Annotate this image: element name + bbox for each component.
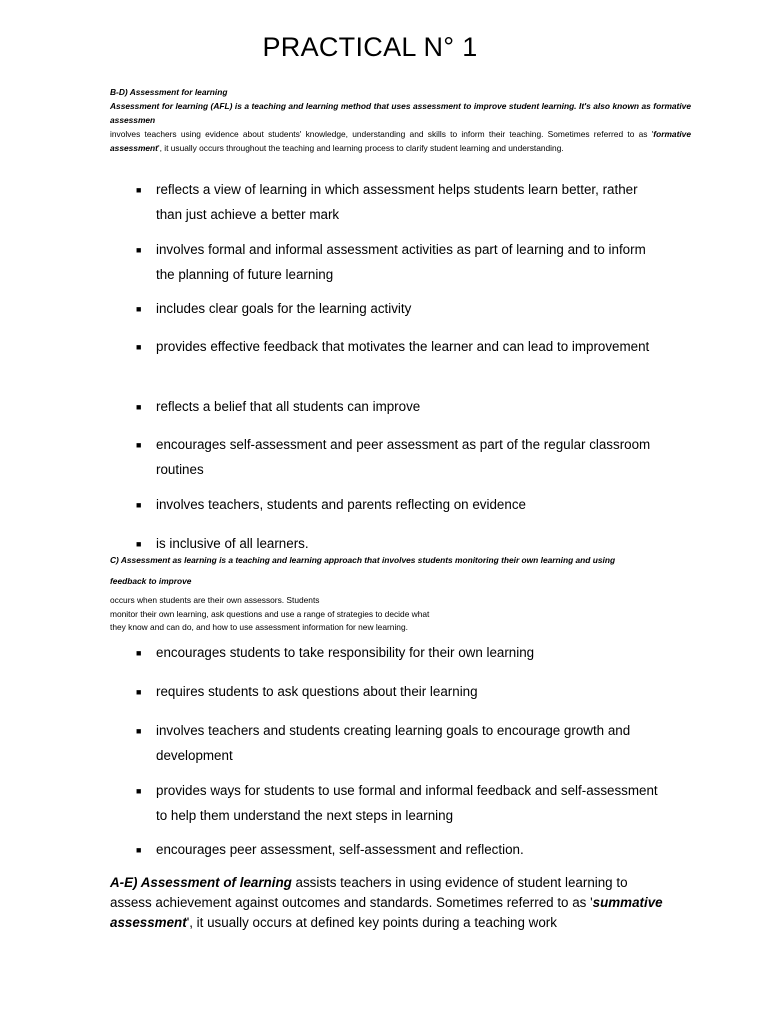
- list-item: ■ involves teachers and students creating learning goals to encourage growth and development: [136, 719, 666, 768]
- list-item: ■ provides effective feedback that motivates the learner and can lead to improvement: [136, 335, 666, 360]
- list-item: ■ includes clear goals for the learning activity: [136, 297, 666, 322]
- section-c-body: [110, 594, 691, 635]
- section-c-heading-line1: C) Assessment as learning is a teaching and learning approach that involves students monitoring their own learning and using: [110, 555, 616, 565]
- list-item: ■ reflects a view of learning in which assessment helps students learn better, rather than just achieve a better mark: [136, 178, 666, 227]
- section-b-heading: B-D) Assessment for learning: [110, 87, 228, 97]
- section-a-heading: A-E) Assessment of learning: [110, 875, 292, 890]
- bullet-icon: ■: [136, 687, 142, 697]
- section-c-heading: [110, 550, 691, 592]
- bullet-icon: ■: [136, 402, 142, 412]
- page-title: PRACTICAL N° 1: [262, 32, 478, 62]
- bullet-icon: ■: [136, 786, 142, 796]
- bullet-icon: ■: [136, 845, 142, 855]
- bullet-icon: ■: [136, 245, 142, 255]
- section-a-text-part2: ', it usually occurs at defined key points during a teaching work: [186, 915, 557, 930]
- bullet-icon: ■: [136, 185, 142, 195]
- list-item: ■ encourages self-assessment and peer assessment as part of the regular classroom routines: [136, 433, 666, 482]
- section-c-heading-line2: feedback to improve: [110, 576, 192, 586]
- list-item: ■ reflects a belief that all students can improve: [136, 395, 666, 420]
- bullet-icon: ■: [136, 648, 142, 658]
- list-item: ■ requires students to ask questions about their learning: [136, 680, 666, 705]
- section-a-paragraph: [110, 873, 670, 933]
- section-b-definition: Assessment for learning (AFL) is a teaching and learning method that uses assessment to improve student learning. It's also known as formative assessmen: [110, 101, 691, 125]
- section-b-term: formative assessment: [110, 129, 691, 153]
- section-a-term: summative assessment: [110, 895, 663, 930]
- section-b-intro: [110, 85, 691, 155]
- list-item: ■ is inclusive of all learners.: [136, 532, 666, 557]
- section-b-description: [110, 127, 691, 155]
- bullet-icon: ■: [136, 304, 142, 314]
- list-item: ■ provides ways for students to use formal and informal feedback and self-assessment to help them understand the next steps in learning: [136, 779, 666, 828]
- bullet-icon: ■: [136, 726, 142, 736]
- list-item: ■ encourages students to take responsibility for their own learning: [136, 641, 666, 666]
- bullet-icon: ■: [136, 539, 142, 549]
- section-c-body-line1: occurs when students are their own assessors. Students: [110, 595, 320, 605]
- section-b-desc-part1: involves teachers using evidence about students' knowledge, understanding and skills to inform their teaching. Sometimes referred to as ': [110, 129, 654, 139]
- section-c-body-line3: they know and can do, and how to use assessment information for new learning.: [110, 622, 408, 632]
- list-item: ■ involves teachers, students and parents reflecting on evidence: [136, 493, 666, 518]
- section-a-text-part1: assists teachers in using evidence of student learning to assess achievement against outcomes and standards. Sometimes referred to as ': [110, 875, 628, 910]
- section-c-body-line2: monitor their own learning, ask questions and use a range of strategies to decide what: [110, 608, 430, 619]
- list-item: ■ involves formal and informal assessment activities as part of learning and to inform the planning of future learning: [136, 238, 666, 287]
- list-item: ■ encourages peer assessment, self-assessment and reflection.: [136, 838, 666, 863]
- bullet-icon: ■: [136, 440, 142, 450]
- bullet-icon: ■: [136, 342, 142, 352]
- section-b-desc-part2: ', it usually occurs throughout the teaching and learning process to clarify student learning and understanding.: [157, 143, 564, 153]
- bullet-icon: ■: [136, 500, 142, 510]
